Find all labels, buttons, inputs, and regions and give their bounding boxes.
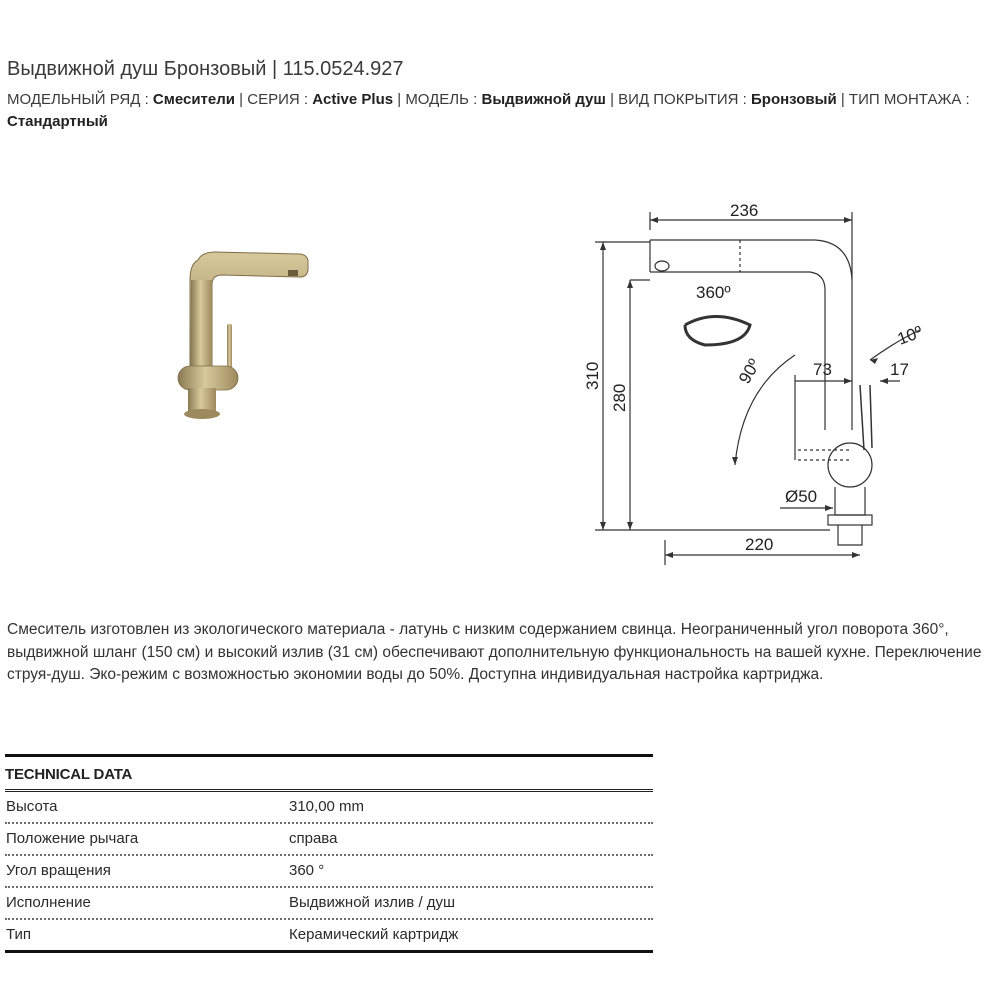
row-value: 360 ° — [289, 862, 325, 879]
table-row — [5, 792, 653, 824]
row-key: Тип — [6, 926, 32, 943]
dimension-drawing — [580, 190, 1000, 580]
dim-angle-90-label: 90º — [735, 355, 765, 387]
row-value: Керамический картридж — [289, 926, 459, 943]
dim-rotation-label: 360º — [696, 283, 731, 302]
attr-model-value: Выдвижной душ — [481, 91, 606, 108]
row-value: 310,00 mm — [289, 798, 365, 815]
dim-280-label: 280 — [610, 383, 629, 412]
row-key: Высота — [6, 798, 58, 815]
attr-series-value: Смесители — [152, 91, 235, 108]
dim-310-label: 310 — [583, 361, 602, 390]
row-key: Угол вращения — [6, 862, 111, 879]
attr-separator: | — [605, 91, 619, 108]
table-heading: TECHNICAL DATA — [5, 766, 133, 783]
row-value: справа — [289, 830, 338, 847]
table-row — [5, 888, 653, 920]
dim-73-label: 73 — [813, 360, 832, 379]
dim-diameter-label: Ø50 — [785, 487, 818, 506]
table-row — [5, 824, 653, 856]
faucet-photo — [160, 240, 330, 430]
dim-17-label: 17 — [890, 360, 909, 379]
technical-data-table — [5, 754, 653, 953]
attr-line-value: Active Plus — [312, 91, 394, 108]
product-attributes — [7, 89, 997, 133]
page-title: Выдвижной душ Бронзовый | 115.0524.927 — [7, 58, 404, 80]
attr-model-label: МОДЕЛЬ : — [405, 91, 482, 108]
product-description: Смеситель изготовлен из экологического материала - латунь с низким содержанием свинца. Неограниченный угол поворота 360°, выдвижной шланг (150 см) и высокий излив (31 см) обеспечивают дополнительную функциональность на вашей кухне. Переключение струя-душ. Эко-режим с возможностью экономии воды до 50%. Доступна индивидуальная настройка картриджа. — [7, 621, 982, 683]
attr-line-label: СЕРИЯ : — [247, 91, 313, 108]
attr-finish-label: ВИД ПОКРЫТИЯ : — [618, 91, 752, 108]
row-key: Исполнение — [6, 894, 91, 911]
table-row — [5, 856, 653, 888]
attr-separator: | — [836, 91, 849, 108]
attr-separator: | — [393, 91, 406, 108]
attr-separator: | — [235, 91, 248, 108]
attr-series-label: МОДЕЛЬНЫЙ РЯД : — [7, 91, 153, 108]
spray-head-tip — [288, 270, 298, 276]
attr-finish-value: Бронзовый — [751, 91, 837, 108]
attr-mount-value: Стандартный — [7, 113, 108, 130]
dim-220-label: 220 — [745, 535, 774, 554]
dim-width-label: 236 — [730, 201, 759, 220]
row-value: Выдвижной излив / душ — [289, 894, 456, 911]
dim-angle-10-label: 10º — [894, 322, 925, 349]
row-key: Положение рычага — [6, 830, 139, 847]
table-row — [5, 920, 653, 953]
attr-mount-label: ТИП МОНТАЖА : — [848, 91, 970, 108]
